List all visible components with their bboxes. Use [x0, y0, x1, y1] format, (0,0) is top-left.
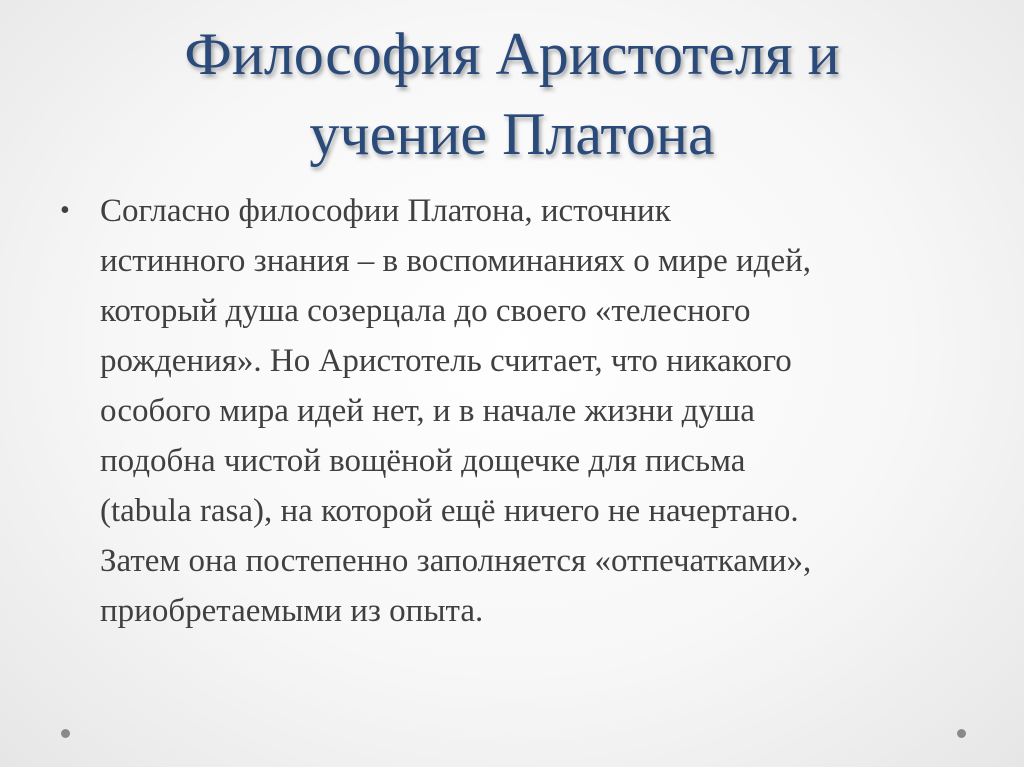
slide-title-line-1: Философия Аристотеля и	[184, 21, 840, 87]
corner-dot-icon	[957, 729, 966, 738]
slide-title-line-2: учение Платона	[309, 101, 715, 167]
bullet-text-line: истинного знания – в воспоминаниях о мире идей,	[100, 243, 811, 279]
bullet-text-line: Затем она постепенно заполняется «отпечатками»,	[100, 543, 812, 579]
bullet-text-line: Согласно философии Платона, источник	[100, 193, 671, 229]
bullet-text	[100, 186, 968, 636]
corner-dot-icon	[61, 729, 70, 738]
bullet-text-line: рождения». Но Аристотель считает, что никакого	[100, 343, 792, 379]
slide-title	[40, 14, 984, 174]
bullet-item	[58, 186, 968, 636]
bullet-text-line: который душа созерцала до своего «телесного	[100, 293, 751, 329]
slide-body	[58, 186, 968, 636]
bullet-text-line: подобна чистой вощёной дощечке для письма	[100, 443, 746, 479]
bullet-text-line: приобретаемыми из опыта.	[100, 593, 484, 629]
bullet-text-line: особого мира идей нет, и в начале жизни душа	[100, 393, 755, 429]
bullet-point-icon: •	[60, 195, 70, 226]
bullet-text-line: (tabula rasa), на которой ещё ничего не начертано.	[100, 493, 799, 529]
